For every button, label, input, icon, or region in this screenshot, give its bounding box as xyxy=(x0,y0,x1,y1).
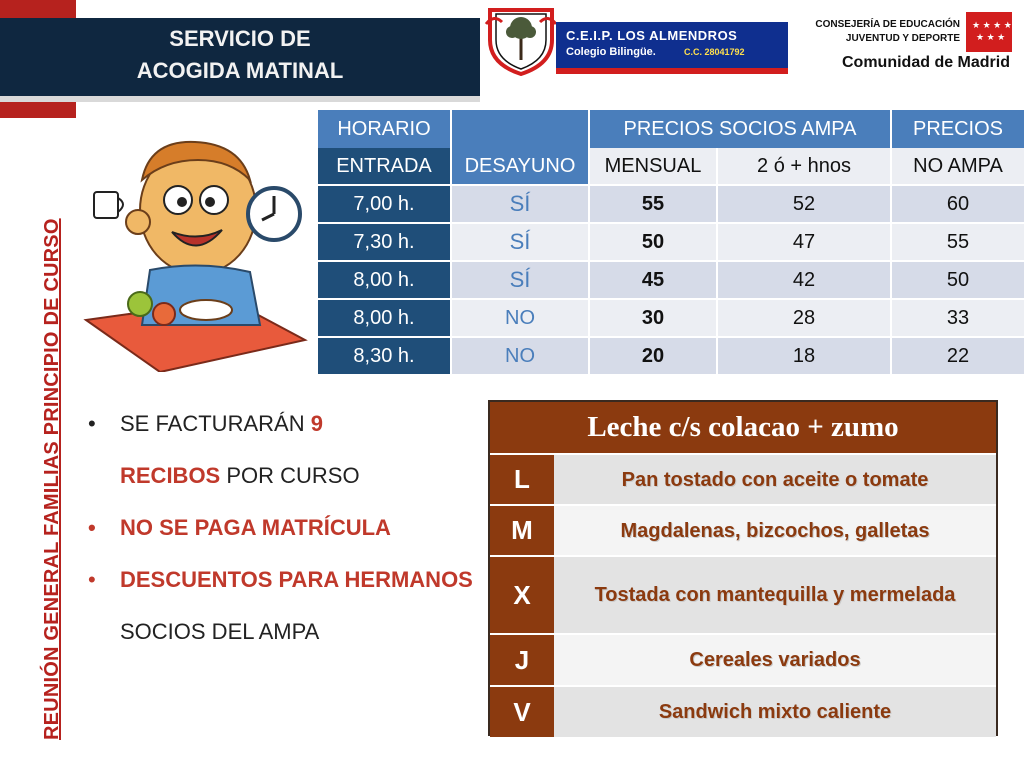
menu-row xyxy=(490,557,996,633)
school-code: C.C. 28041792 xyxy=(684,47,745,57)
price-cell-hora: 7,30 h. xyxy=(318,224,450,260)
price-cell-desayuno: SÍ xyxy=(452,262,588,298)
consejeria-line1: CONSEJERÍA DE EDUCACIÓN xyxy=(815,19,960,30)
price-cell-hnos: 28 xyxy=(718,300,890,336)
price-cell-no-ampa: 60 xyxy=(892,186,1024,222)
bullet-recibos: RECIBOS xyxy=(120,463,221,488)
subheader-mensual: MENSUAL xyxy=(590,148,716,184)
price-cell-no-ampa: 22 xyxy=(892,338,1024,374)
menu-row xyxy=(490,506,996,555)
price-cell-mensual: 30 xyxy=(590,300,716,336)
menu-day: J xyxy=(490,635,554,685)
madrid-flag-icon: ★ ★ ★ ★ ★ ★ ★ xyxy=(966,12,1012,52)
price-cell-hnos: 52 xyxy=(718,186,890,222)
price-cell-hora: 8,00 h. xyxy=(318,300,450,336)
school-shield-logo xyxy=(484,4,558,76)
bullet-dot: • xyxy=(88,567,96,592)
price-cell-mensual: 45 xyxy=(590,262,716,298)
menu-food: Sandwich mixto caliente xyxy=(554,687,996,737)
subheader-hnos: 2 ó + hnos xyxy=(718,148,890,184)
breakfast-boy-illustration xyxy=(80,110,310,372)
menu-row xyxy=(490,635,996,685)
menu-day: X xyxy=(490,557,554,633)
school-name: C.E.I.P. LOS ALMENDROS xyxy=(566,28,738,43)
vertical-meeting-title: REUNIÓN GENERAL FAMILIAS PRINCIPIO DE CURSO xyxy=(41,218,63,740)
subheader-entrada: ENTRADA xyxy=(318,148,450,184)
header-desayuno-top xyxy=(452,110,588,148)
header-precios: PRECIOS xyxy=(892,110,1024,148)
bullet-list xyxy=(88,398,478,658)
subheader-no-ampa: NO AMPA xyxy=(892,148,1024,184)
bullet-text: POR CURSO xyxy=(220,463,360,488)
school-subtitle: Colegio Bilingüe. xyxy=(566,46,656,58)
bullet-descuentos: DESCUENTOS PARA HERMANOS xyxy=(120,567,473,592)
menu-food: Cereales variados xyxy=(554,635,996,685)
service-title-box xyxy=(0,18,480,96)
bullet-item-recibos xyxy=(88,398,478,502)
price-cell-hnos: 47 xyxy=(718,224,890,260)
menu-row xyxy=(490,687,996,737)
bullet-number: 9 xyxy=(310,411,323,436)
menu-day: V xyxy=(490,687,554,737)
price-cell-hora: 7,00 h. xyxy=(318,186,450,222)
school-banner xyxy=(556,22,788,74)
bullet-item-descuentos xyxy=(88,554,478,658)
price-cell-hnos: 42 xyxy=(718,262,890,298)
price-cell-hora: 8,00 h. xyxy=(318,262,450,298)
breakfast-menu-table xyxy=(488,400,998,736)
consejeria-line2: JUVENTUD Y DEPORTE xyxy=(845,33,960,44)
menu-food: Magdalenas, bizcochos, galletas xyxy=(554,506,996,555)
menu-header: Leche c/s colacao + zumo xyxy=(490,402,996,453)
menu-day: M xyxy=(490,506,554,555)
price-cell-desayuno: SÍ xyxy=(452,186,588,222)
left-band xyxy=(0,0,76,768)
price-cell-mensual: 55 xyxy=(590,186,716,222)
price-table xyxy=(318,110,1024,370)
subheader-desayuno: DESAYUNO xyxy=(452,148,588,184)
price-cell-no-ampa: 33 xyxy=(892,300,1024,336)
menu-row xyxy=(490,455,996,504)
price-cell-desayuno: NO xyxy=(452,300,588,336)
bullet-dot: • xyxy=(88,411,96,436)
price-cell-desayuno: NO xyxy=(452,338,588,374)
price-cell-no-ampa: 50 xyxy=(892,262,1024,298)
price-cell-hnos: 18 xyxy=(718,338,890,374)
menu-food: Pan tostado con aceite o tomate xyxy=(554,455,996,504)
service-title-line2: ACOGIDA MATINAL xyxy=(136,58,344,83)
comunidad-de-madrid-label: Comunidad de Madrid xyxy=(842,54,1010,71)
header-precios-socios: PRECIOS SOCIOS AMPA xyxy=(590,110,890,148)
price-cell-desayuno: SÍ xyxy=(452,224,588,260)
header-horario: HORARIO xyxy=(318,110,450,148)
bullet-text: SE FACTURARÁN xyxy=(120,411,311,436)
consejeria-label xyxy=(800,18,960,46)
price-cell-hora: 8,30 h. xyxy=(318,338,450,374)
bullet-item-matricula xyxy=(88,502,478,554)
bullet-dot: • xyxy=(88,515,96,540)
menu-food: Tostada con mantequilla y mermelada xyxy=(554,557,996,633)
service-title-line1: SERVICIO DE xyxy=(169,26,311,51)
bullet-text: NO SE PAGA MATRÍCULA xyxy=(120,515,391,540)
menu-day: L xyxy=(490,455,554,504)
price-cell-mensual: 50 xyxy=(590,224,716,260)
price-cell-no-ampa: 55 xyxy=(892,224,1024,260)
price-cell-mensual: 20 xyxy=(590,338,716,374)
bullet-text: SOCIOS DEL AMPA xyxy=(120,619,320,644)
header-shadow xyxy=(0,96,480,102)
